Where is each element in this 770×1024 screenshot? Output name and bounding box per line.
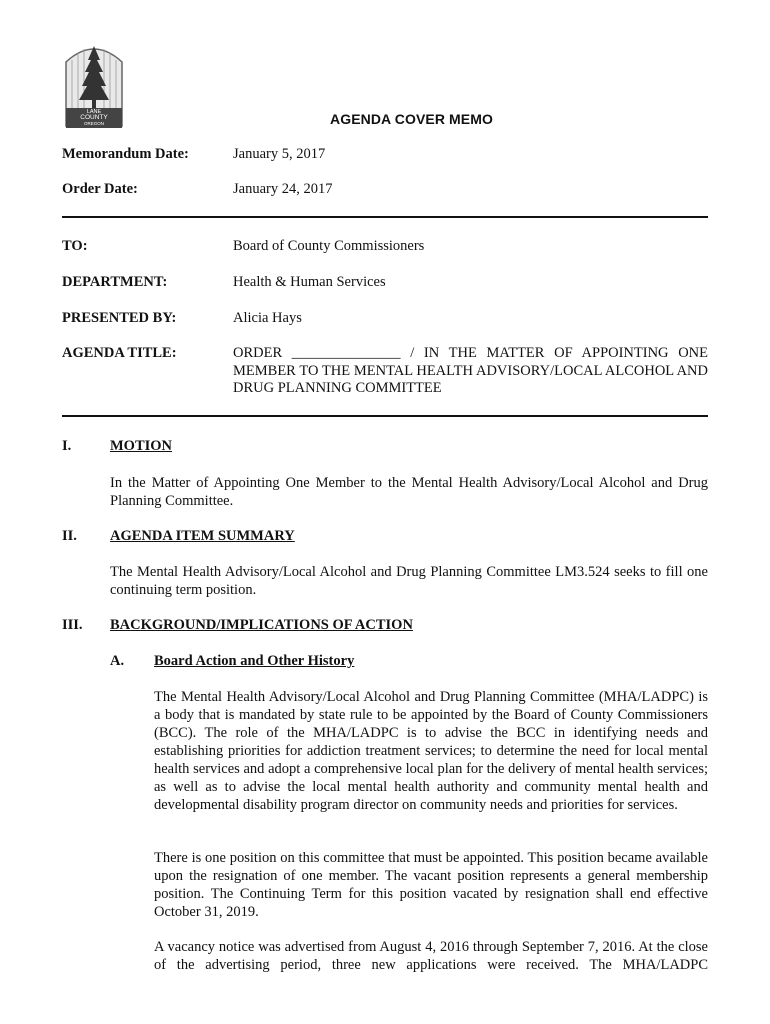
agenda-title-order-line: ORDER _______________ / IN THE MATTER OF APPOINTING ONE (233, 345, 708, 361)
logo-text-county: COUNTY (80, 114, 108, 121)
motion-text (110, 474, 708, 510)
presented-by-label: PRESENTED BY: (62, 310, 177, 326)
to-label: TO: (62, 238, 88, 254)
section-number-motion: I. (62, 438, 72, 454)
background-paragraph-2 (154, 849, 708, 921)
section-number-background: III. (62, 617, 83, 633)
lane-county-logo (62, 40, 126, 132)
header-divider (62, 216, 708, 218)
department-label: DEPARTMENT: (62, 274, 168, 290)
agenda-title-value (233, 345, 708, 398)
section-number-summary: II. (62, 528, 77, 544)
background-paragraph-1-text: The Mental Health Advisory/Local Alcohol and Drug Planning Committee (MHA/LADPC) is a body that is mandated by state rule to be appointed by the Board of County Commissioners (BCC). The role of the MHA/LADPC is to advise the BCC in identifying needs and establishing priorities for addiction treatment services; to determine the need for local mental health services and adopt a comprehensive local plan for the delivery of mental health services; as well as to advise the local mental health authority and community mental health and developmental disability program director on community needs and priorities for services. (154, 689, 708, 813)
section-heading-background: BACKGROUND/IMPLICATIONS OF ACTION (110, 617, 413, 633)
motion-paragraph: In the Matter of Appointing One Member to the Mental Health Advisory/Local Alcohol and Drug Planning Committee. (110, 475, 708, 509)
agenda-title-label: AGENDA TITLE: (62, 345, 177, 361)
logo-text-lane: LANE (86, 109, 102, 115)
background-paragraph-2-text: There is one position on this committee that must be appointed. This position became available upon the resignation of one member. The vacant position represents a general membership position. The Continuing Term for this position vacated by resignation shall end effective October 31, 2019. (154, 850, 708, 920)
agenda-title-rest: MEMBER TO THE MENTAL HEALTH ADVISORY/LOCAL ALCOHOL AND DRUG PLANNING COMMITTEE (233, 362, 708, 397)
subsection-heading-board-action: Board Action and Other History (154, 653, 355, 669)
order-date-value: January 24, 2017 (233, 181, 333, 197)
department-value: Health & Human Services (233, 274, 386, 290)
subsection-number-a: A. (110, 653, 125, 669)
memorandum-date-label: Memorandum Date: (62, 146, 189, 162)
presented-by-value: Alicia Hays (233, 310, 302, 326)
summary-text (110, 563, 708, 599)
memo-heading: AGENDA COVER MEMO (330, 111, 493, 127)
title-divider (62, 415, 708, 417)
logo-text-oregon: OREGON (83, 121, 104, 126)
background-paragraph-1 (154, 688, 708, 814)
section-heading-motion: MOTION (110, 438, 173, 454)
background-paragraph-3-text: A vacancy notice was advertised from August 4, 2016 through September 7, 2016. At the close of the advertising period, three new applications were received. The MHA/LADPC (154, 939, 708, 973)
background-paragraph-3 (154, 938, 708, 974)
summary-paragraph: The Mental Health Advisory/Local Alcohol and Drug Planning Committee LM3.524 seeks to fill one continuing term position. (110, 564, 708, 598)
memorandum-date-value: January 5, 2017 (233, 146, 326, 162)
section-heading-summary: AGENDA ITEM SUMMARY (110, 528, 295, 544)
order-date-label: Order Date: (62, 181, 138, 197)
to-value: Board of County Commissioners (233, 238, 425, 254)
